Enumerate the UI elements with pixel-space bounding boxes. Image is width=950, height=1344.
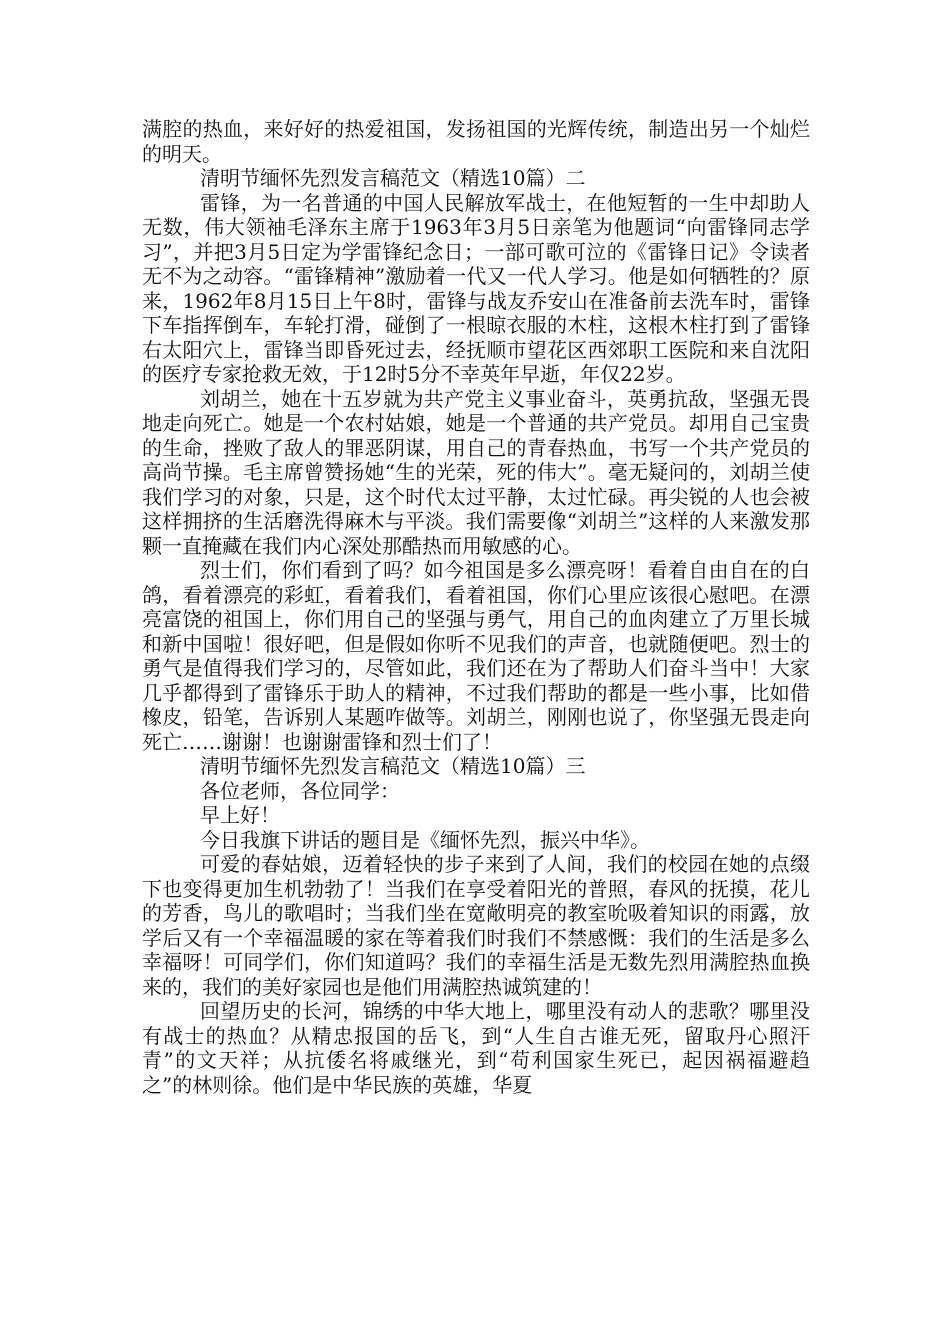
body-paragraph: 可爱的春姑娘，迈着轻快的步子来到了人间，我们的校园在她的点缀下也变得更加生机勃勃了！当我们在享受着阳光的普照，春风的抚摸，花儿的芳香，鸟儿的歌唱时；当我们坐在宽敞明亮的教室吮吸着知识的雨露，放学后又有一个幸福温暖的家在等着我们时我们不禁感慨：我们的生活是多么幸福呀！可同学们，你们知道吗？我们的幸福生活是无数先烈用满腔热血换来的，我们的美好家园也是他们用满腔热诚筑建的！: [142, 852, 810, 999]
body-paragraph: 烈士们，你们看到了吗？如今祖国是多么漂亮呀！看着自由自在的白鸽，看着漂亮的彩虹，看着我们，看着祖国，你们心里应该很心慰吧。在漂亮富饶的祖国上，你们用自己的坚强与勇气，用自己的血肉建立了万里长城和新中国啦！很好吧，但是假如你听不见我们的声音，也就随便吧。烈士的勇气是值得我们学习的，尽管如此，我们还在为了帮助人们奋斗当中！大家几乎都得到了雷锋乐于助人的精神，不过我们帮助的都是一些小事，比如借橡皮，铅笔，告诉别人某题咋做等。刘胡兰，刚刚也说了，你坚强无畏走向死亡……谢谢！也谢谢雷锋和烈士们了！: [142, 558, 810, 754]
greeting-line: 各位老师，各位同学：: [200, 778, 400, 803]
body-paragraph: 雷锋，为一名普通的中国人民解放军战士，在他短暂的一生中却助人无数，伟大领袖毛泽东主席于1963年3月5日亲笔为他题词“向雷锋同志学习”，并把3月5日定为学雷锋纪念日；一部可歌可泣的《雷锋日记》令读者无不为之动容。“雷锋精神”激励着一代又一代人学习。他是如何牺牲的？原来，1962年8月15日上午8时，雷锋与战友乔安山在准备前去洗车时，雷锋下车指挥倒车，车轮打滑，碰倒了一根晾衣服的木柱，这根木柱打到了雷锋右太阳穴上，雷锋当即昏死过去，经抚顺市望花区西郊职工医院和来自沈阳的医疗专家抢救无效，于12时5分不幸英年早逝，年仅22岁。: [142, 190, 810, 386]
body-paragraph: 回望历史的长河，锦绣的中华大地上，哪里没有动人的悲歌？哪里没有战士的热血？从精忠报国的岳飞，到“人生自古谁无死，留取丹心照汗青”的文天祥；从抗倭名将戚继光，到“苟利国家生死已，起因祸福避趋之”的林则徐。他们是中华民族的英雄，华夏: [142, 999, 810, 1097]
document-body: [142, 117, 810, 1097]
greeting-line: 早上好！: [200, 803, 280, 827]
body-paragraph: 刘胡兰，她在十五岁就为共产党主义事业奋斗，英勇抗敌，坚强无畏地走向死亡。她是一个农村姑娘，她是一个普通的共产党员。却用自己宝贵的生命，挫败了敌人的罪恶阴谋，用自己的青春热血，书写一个共产党员的高尚节操。毛主席曾赞扬她“生的光荣，死的伟大”。毫无疑问的，刘胡兰使我们学习的对象，只是，这个时代太过平静，太过忙碌。再尖锐的人也会被这样拥挤的生活磨洗得麻木与平淡。我们需要像“刘胡兰”这样的人来激发那颗一直掩藏在我们内心深处那酷热而用敏感的心。: [142, 386, 810, 558]
section-heading: 清明节缅怀先烈发言稿范文（精选10篇）三: [200, 754, 586, 778]
section-heading: 清明节缅怀先烈发言稿范文（精选10篇）二: [200, 166, 586, 190]
body-paragraph: 满腔的热血，来好好的热爱祖国，发扬祖国的光辉传统，制造出另一个灿烂的明天。: [142, 117, 810, 166]
body-paragraph: 今日我旗下讲话的题目是《缅怀先烈，振兴中华》。: [200, 827, 650, 852]
